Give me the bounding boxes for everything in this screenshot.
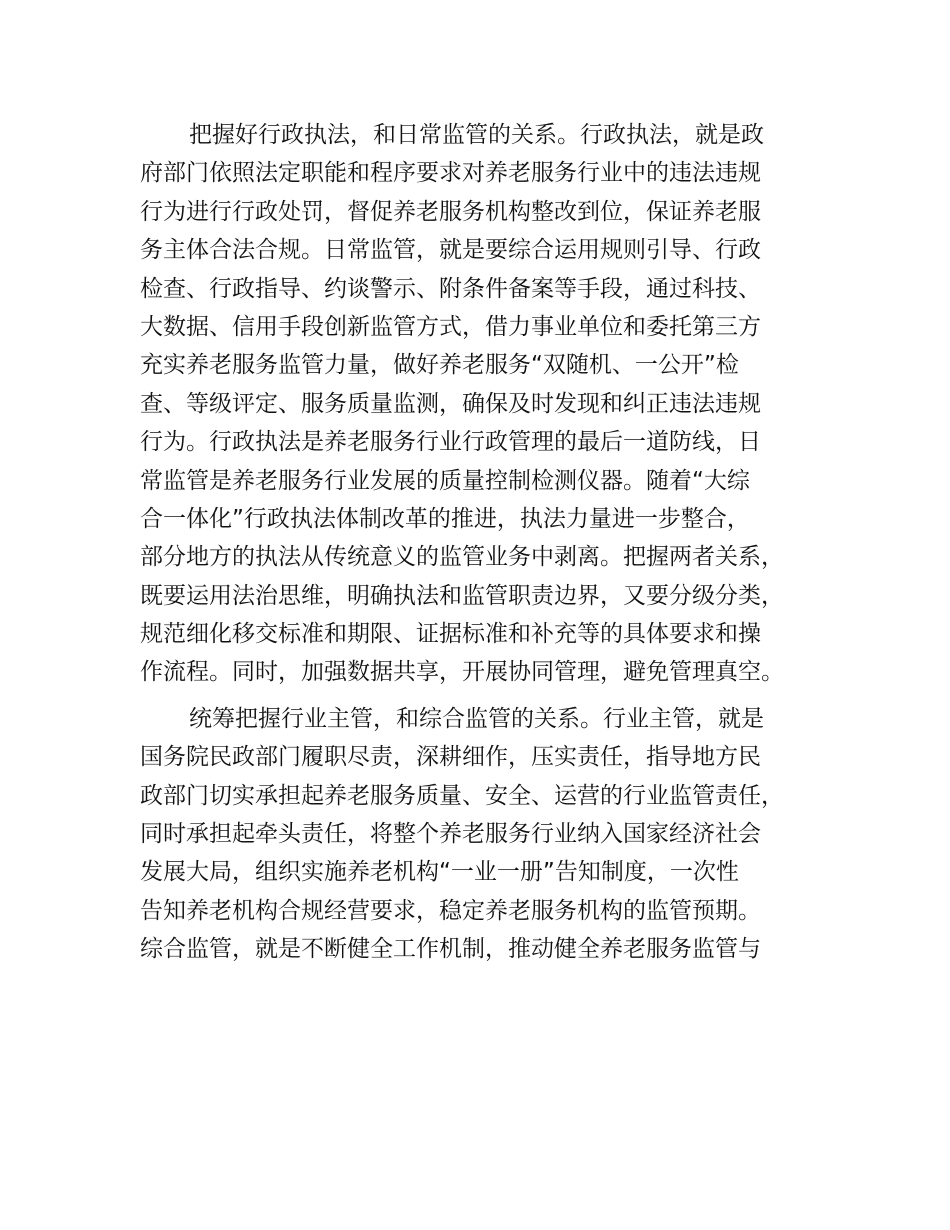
text-line: 充实养老服务监管力量，做好养老服务“双随机、一公开”检 bbox=[140, 352, 739, 379]
text-line: 部分地方的执法从传统意义的监管业务中剥离。把握两者关系， bbox=[140, 544, 784, 571]
text-line: 综合监管，就是不断健全工作机制，推动健全养老服务监管与 bbox=[140, 936, 761, 963]
text-line: 检查、行政指导、约谈警示、附条件备案等手段，通过科技、 bbox=[140, 275, 761, 302]
paragraph-law-enforcement bbox=[140, 116, 840, 692]
text-line: 务主体合法合规。日常监管，就是要综合运用规则引导、行政 bbox=[140, 237, 761, 264]
text-line: 常监管是养老服务行业发展的质量控制检测仪器。随着“大综 bbox=[140, 467, 750, 494]
text-line: 告知养老机构合规经营要求，稳定养老服务机构的监管预期。 bbox=[140, 897, 761, 924]
text-line: 行为进行行政处罚，督促养老服务机构整改到位，保证养老服 bbox=[140, 198, 761, 225]
text-line: 既要运用法治思维，明确执法和监管职责边界，又要分级分类， bbox=[140, 582, 784, 609]
paragraph-industry-supervision bbox=[140, 700, 840, 969]
text-line: 把握好行政执法，和日常监管的关系。行政执法，就是政 bbox=[189, 122, 764, 148]
text-line: 统筹把握行业主管，和综合监管的关系。行业主管，就是 bbox=[189, 705, 764, 732]
text-line: 同时承担起牵头责任，将整个养老服务行业纳入国家经济社会 bbox=[140, 821, 761, 848]
text-line: 合一体化”行政执法体制改革的推进，执法力量进一步整合， bbox=[140, 505, 750, 532]
text-line: 行为。行政执法是养老服务行业行政管理的最后一道防线，日 bbox=[140, 429, 761, 456]
text-line: 府部门依照法定职能和程序要求对养老服务行业中的违法违规 bbox=[140, 160, 761, 187]
text-line: 规范细化移交标准和期限、证据标准和补充等的具体要求和操 bbox=[140, 621, 761, 648]
document-body bbox=[140, 116, 840, 969]
text-line: 发展大局，组织实施养老机构“一业一册”告知制度，一次性 bbox=[140, 859, 739, 886]
text-line: 大数据、信用手段创新监管方式，借力事业单位和委托第三方 bbox=[140, 313, 761, 340]
text-line: 国务院民政部门履职尽责，深耕细作，压实责任，指导地方民 bbox=[140, 744, 761, 771]
text-line: 作流程。同时，加强数据共享，开展协同管理，避免管理真空。 bbox=[140, 659, 784, 686]
text-line: 政部门切实承担起养老服务质量、安全、运营的行业监管责任， bbox=[140, 782, 784, 809]
text-line: 查、等级评定、服务质量监测，确保及时发现和纠正违法违规 bbox=[140, 390, 761, 417]
